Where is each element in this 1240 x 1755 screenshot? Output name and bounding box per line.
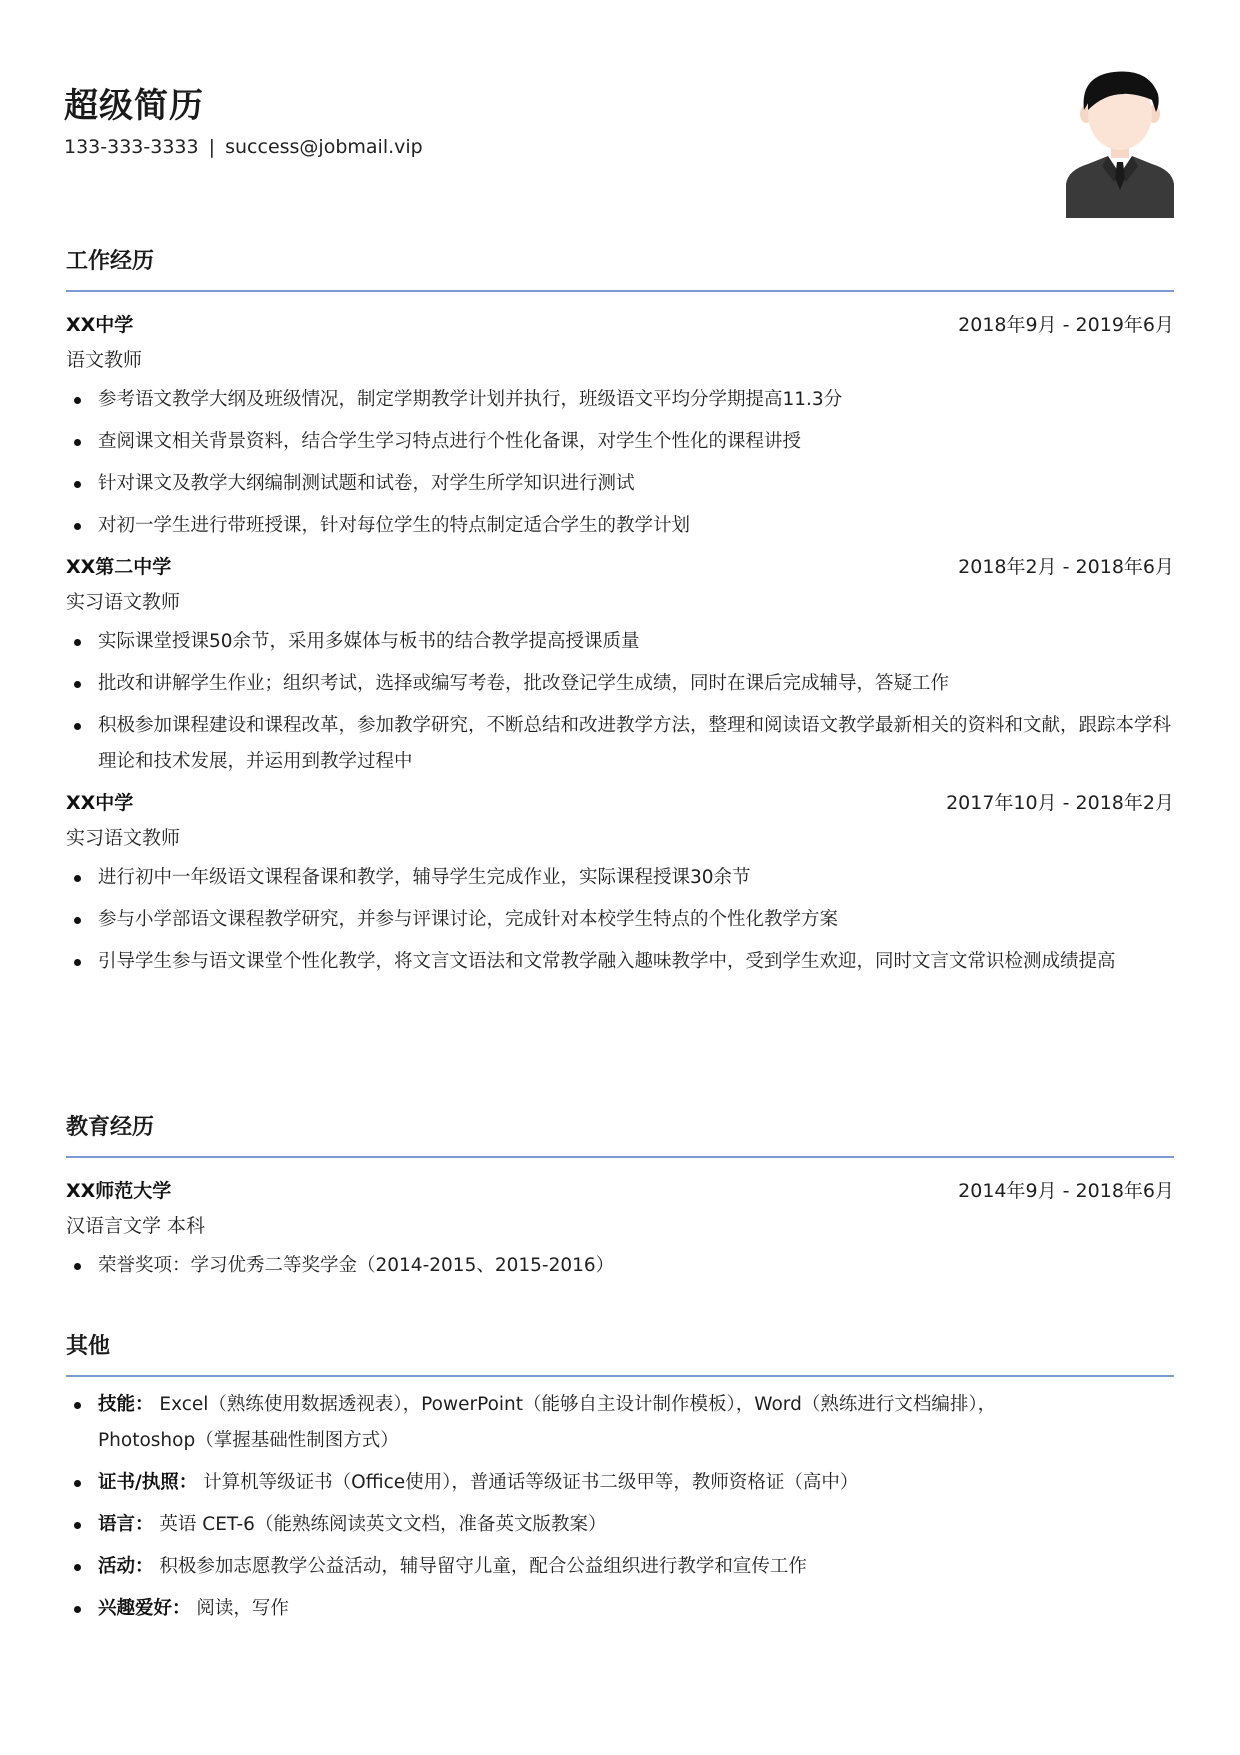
list-item xyxy=(66,1465,1026,1501)
email-address: success@jobmail.vip xyxy=(225,136,423,158)
contact-separator: | xyxy=(208,136,216,158)
phone-number: 133-333-3333 xyxy=(64,136,199,158)
entry-bullets xyxy=(66,860,1174,980)
entry-bullets xyxy=(66,624,1174,780)
list-item: 进行初中一年级语文课程备课和教学，辅导学生完成作业，实际课程授课30余节 xyxy=(66,860,1174,896)
item-value: 计算机等级证书（Office使用），普通话等级证书二级甲等，教师资格证（高中） xyxy=(203,1472,859,1493)
entry-organization: XX师范大学 xyxy=(66,1180,172,1202)
entry-date: 2014年9月 - 2018年6月 xyxy=(958,1180,1174,1202)
list-item xyxy=(66,1507,1026,1543)
entry-organization: XX第二中学 xyxy=(66,556,172,578)
entry-role: 汉语言文学 本科 xyxy=(66,1215,206,1237)
item-value: Excel（熟练使用数据透视表），PowerPoint（能够自主设计制作模板），Word（熟练进行文档编排），Photoshop（掌握基础性制图方式） xyxy=(98,1394,997,1451)
entry-date: 2018年9月 - 2019年6月 xyxy=(958,314,1174,336)
section-divider xyxy=(66,1375,1174,1377)
list-item: 实际课堂授课50余节，采用多媒体与板书的结合教学提高授课质量 xyxy=(66,624,1174,660)
candidate-name: 超级简历 xyxy=(64,86,204,126)
list-item: 批改和讲解学生作业；组织考试，选择或编写考卷，批改登记学生成绩，同时在课后完成辅导，答疑工作 xyxy=(66,666,1174,702)
list-item: 参与小学部语文课程教学研究，并参与评课讨论，完成针对本校学生特点的个性化教学方案 xyxy=(66,902,1174,938)
entry-date: 2017年10月 - 2018年2月 xyxy=(946,792,1174,814)
item-value: 英语 CET-6（能熟练阅读英文文档，准备英文版教案） xyxy=(159,1514,607,1535)
contact-line xyxy=(64,136,423,158)
entry-bullets xyxy=(66,382,1174,544)
list-item: 荣誉奖项：学习优秀二等奖学金（2014-2015、2015-2016） xyxy=(66,1248,1174,1284)
entry-role: 语文教师 xyxy=(66,349,143,371)
education-entry xyxy=(66,1174,1174,1284)
entry-bullets xyxy=(66,1248,1174,1284)
item-key: 证书/执照： xyxy=(98,1472,198,1493)
list-item xyxy=(66,1549,1026,1585)
other-section xyxy=(66,1331,1174,1627)
male-avatar-icon xyxy=(1064,70,1176,218)
list-item: 引导学生参与语文课堂个性化教学，将文言文语法和文常教学融入趣味教学中，受到学生欢迎，同时文言文常识检测成绩提高 xyxy=(66,944,1174,980)
list-item xyxy=(66,1591,1026,1627)
item-key: 兴趣爱好： xyxy=(98,1598,191,1619)
entry-role: 实习语文教师 xyxy=(66,591,181,613)
work-entry xyxy=(66,308,1174,544)
entry-role: 实习语文教师 xyxy=(66,827,181,849)
item-key: 语言： xyxy=(98,1514,154,1535)
education-section xyxy=(66,1112,1174,1284)
item-value: 阅读，写作 xyxy=(196,1598,289,1619)
list-item: 积极参加课程建设和课程改革，参加教学研究，不断总结和改进教学方法，整理和阅读语文教学最新相关的资料和文献，跟踪本学科理论和技术发展，并运用到教学过程中 xyxy=(66,708,1174,780)
section-divider xyxy=(66,1156,1174,1158)
section-divider xyxy=(66,290,1174,292)
work-entry xyxy=(66,550,1174,780)
entry-date: 2018年2月 - 2018年6月 xyxy=(958,556,1174,578)
list-item: 参考语文教学大纲及班级情况，制定学期教学计划并执行，班级语文平均分学期提高11.3分 xyxy=(66,382,1174,418)
work-entry xyxy=(66,786,1174,980)
other-section-title: 其他 xyxy=(66,1334,111,1359)
list-item: 针对课文及教学大纲编制测试题和试卷，对学生所学知识进行测试 xyxy=(66,466,1174,502)
work-section xyxy=(66,246,1174,980)
list-item: 查阅课文相关背景资料，结合学生学习特点进行个性化备课，对学生个性化的课程讲授 xyxy=(66,424,1174,460)
list-item: 对初一学生进行带班授课，针对每位学生的特点制定适合学生的教学计划 xyxy=(66,508,1174,544)
work-section-title: 工作经历 xyxy=(66,249,155,274)
item-key: 活动： xyxy=(98,1556,154,1577)
list-item xyxy=(66,1387,1026,1459)
item-key: 技能： xyxy=(98,1394,154,1415)
resume-header xyxy=(64,70,1176,230)
education-section-title: 教育经历 xyxy=(66,1115,155,1140)
entry-organization: XX中学 xyxy=(66,792,134,814)
other-items xyxy=(66,1387,1026,1627)
entry-organization: XX中学 xyxy=(66,314,134,336)
item-value: 积极参加志愿教学公益活动，辅导留守儿童，配合公益组织进行教学和宣传工作 xyxy=(159,1556,807,1577)
